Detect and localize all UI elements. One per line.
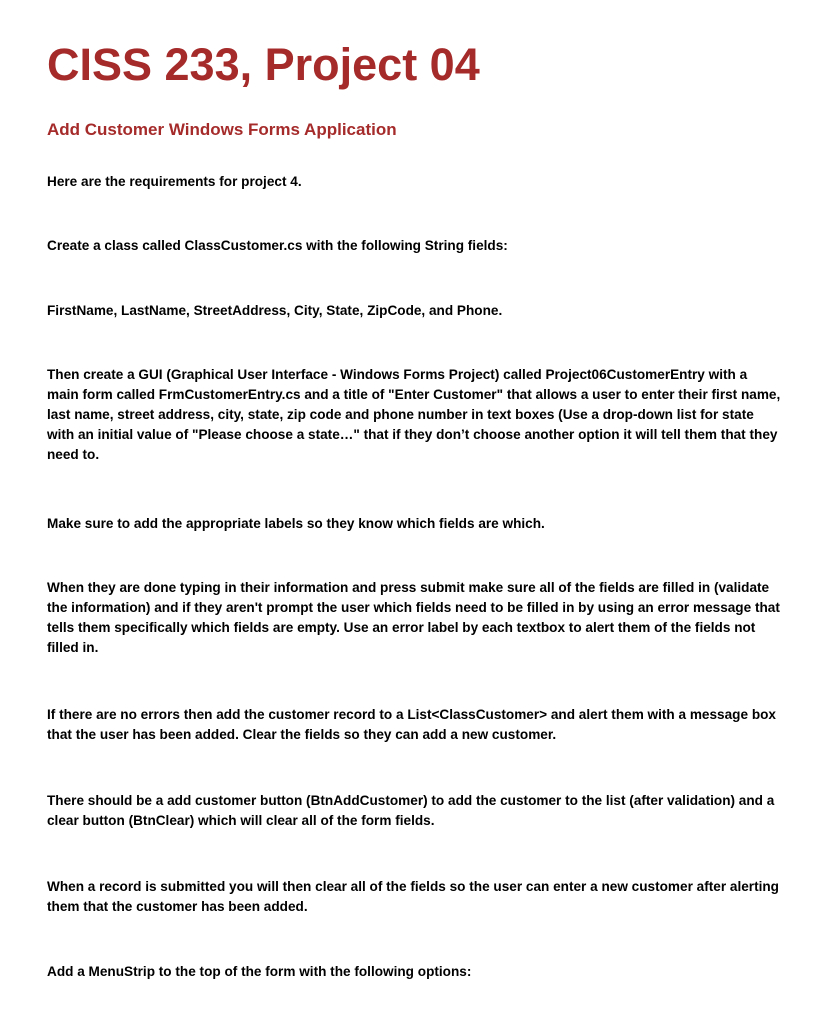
paragraph-clear-fields: When a record is submitted you will then clear all of the fields so the user can enter a new customer after alerting them that the customer has been added. [47,879,779,914]
paragraph-labels: Make sure to add the appropriate labels so they know which fields are which. [47,516,545,531]
paragraph-gui-requirement: Then create a GUI (Graphical User Interface - Windows Forms Project) called Project06CustomerEntry with a main form called FrmCustomerEntry.cs and a title of "Enter Customer" that allows a user to enter their first name, last name, street address, city, state, zip code and phone number in text boxes (Use a drop-down list for state with an initial value of "Please choose a state…" that if they don’t choose another option it will tell them that they need to. [47,367,781,462]
paragraph-add-record: If there are no errors then add the customer record to a List<ClassCustomer> and alert them with a message box that the user has been added. Clear the fields so they can add a new customer. [47,707,776,742]
paragraph-menustrip: Add a MenuStrip to the top of the form with the following options: [47,964,472,979]
page-title: CISS 233, Project 04 [47,39,480,90]
paragraph-field-list: FirstName, LastName, StreetAddress, City, State, ZipCode, and Phone. [47,303,503,318]
paragraph-buttons: There should be a add customer button (BtnAddCustomer) to add the customer to the list (after validation) and a clear button (BtnClear) which will clear all of the form fields. [47,793,775,828]
paragraph-validation: When they are done typing in their information and press submit make sure all of the fields are filled in (validate the information) and if they aren't prompt the user which fields need to be filled in by using an error message that tells them specifically which fields are empty. Use an error label by each textbox to alert them of the fields not filled in. [47,580,780,655]
paragraph-intro: Here are the requirements for project 4. [47,174,302,189]
page-subtitle: Add Customer Windows Forms Application [47,120,397,139]
paragraph-class-requirement: Create a class called ClassCustomer.cs with the following String fields: [47,238,508,253]
